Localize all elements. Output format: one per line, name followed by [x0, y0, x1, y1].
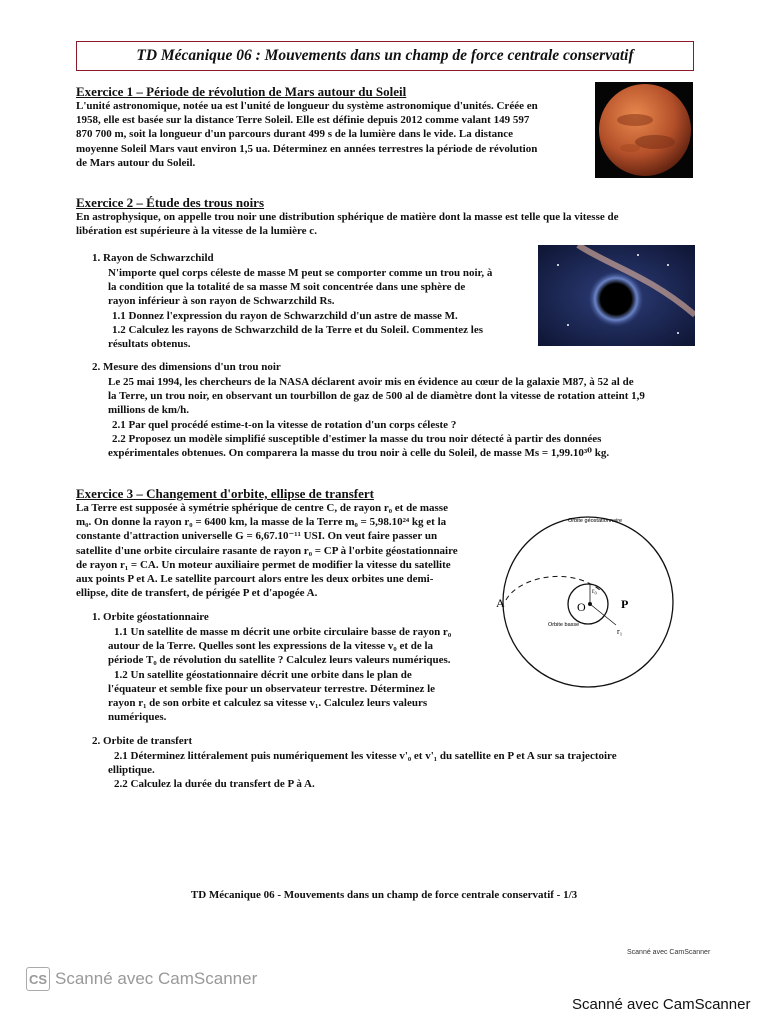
ex3-intro-line: de rayon r₁ = CA. Un moteur auxiliaire permet de modifier la vitesse du satellite [76, 558, 451, 571]
ex3-s2-line: 2.1 Déterminez littéralement puis numériquement les vitesse v'₀ et v'₁ du satellite en P et A sur sa trajectoire [114, 750, 617, 762]
orbit-diagram [488, 510, 698, 690]
ex3-intro-line: m₀. On donne la rayon r₀ = 6400 km, la masse de la Terre m₀ = 5,98.10²⁴ kg et la [76, 516, 447, 529]
ex1-line: 870 700 m, soit la longueur d'un parcours durant 499 s de la lumière dans le vide. La distance [76, 128, 513, 141]
mars-image [595, 82, 693, 178]
ex3-intro [76, 501, 486, 600]
ex2-s1-line: rayon inférieur à son rayon de Schwarzchild Rs. [108, 295, 335, 308]
label-O: O [577, 600, 586, 614]
transfer-ellipse [506, 576, 600, 600]
label-geo-orbit: Orbite géostationnaire [568, 518, 623, 524]
ex3-title: Exercice 3 – Changement d'orbite, ellipse de transfert [76, 486, 374, 501]
ex3-s1-line: rayon r₁ de son orbite et calculez sa vitesse v₁. Calculez leurs valeurs [108, 697, 428, 710]
ex3-s2-line: 2.2 Calculez la durée du transfert de P à A. [114, 778, 315, 791]
title-box [76, 41, 694, 71]
scanner-bottom-text: Scanné avec CamScanner [572, 996, 751, 1013]
ex3-s1-line: autour de la Terre. Quelles sont les expressions de la vitesse v₀ et de la [108, 640, 434, 653]
label-A: A [496, 596, 505, 610]
label-low-orbit: Orbite basse [548, 622, 580, 628]
ex3-s2-text [108, 749, 692, 792]
ex3-intro-line: constante d'attraction universelle G = 6,67.10⁻¹¹ USI. On veut faire passer un [76, 530, 438, 543]
ex1-line: de Mars autour du Soleil. [76, 156, 196, 169]
ex2-s1-line: 1.2 Calculez les rayons de Schwarzchild de la Terre et du Soleil. Commentez les [112, 323, 484, 336]
scanner-watermark-small: Scanné avec CamScanner [627, 949, 711, 956]
ex3-intro-line: ellipse, dite de transfert, de périgée P et d'apogée A. [76, 587, 318, 600]
ex2-intro [76, 210, 692, 238]
scanner-logo-text: Scanné avec CamScanner [55, 969, 258, 988]
ex1-line: L'unité astronomique, notée ua est l'unité de longueur du système astronomique d'unités. Créée en [76, 100, 538, 112]
ex1-line: moyenne Soleil Mars vaut environ 1,5 ua. Déterminez en années terrestres la période de révolution [76, 142, 538, 155]
camscanner-icon: CS [26, 967, 50, 991]
ex2-s2-text [108, 375, 692, 460]
ex3-s1-line: 1.2 Un satellite géostationnaire décrit une orbite dans le plan de [114, 668, 412, 681]
page-footer: TD Mécanique 06 - Mouvements dans un champ de force centrale conservatif - 1/3 [190, 889, 578, 901]
black-hole-image [538, 245, 695, 346]
page-title: TD Mécanique 06 : Mouvements dans un champ de force centrale conservatif [136, 47, 634, 64]
ex3-intro-line: satellite d'une orbite circulaire rasante de rayon r₀ = CP à l'orbite géostationnaire [76, 544, 458, 557]
ex3-s1-line: numériques. [108, 711, 167, 724]
ex2-s1-line: la condition que la totalité de sa masse M soit concentrée dans une sphère de [108, 281, 466, 294]
ex2-s1-text [108, 266, 531, 351]
ex3-s1-line: période T₀ de révolution du satellite ? Calculez leurs valeurs numériques. [108, 654, 451, 667]
label-P: P [621, 597, 629, 611]
ex2-s1-title: 1. Rayon de Schwarzchild [92, 252, 214, 264]
label-r1: r₁ [617, 627, 623, 636]
ex3-s2-line: elliptique. [108, 764, 155, 777]
ex1-title: Exercice 1 – Période de révolution de Mars autour du Soleil [76, 84, 407, 99]
ex3-s1-title: 1. Orbite géostationnaire [92, 611, 209, 623]
ex2-s2-line: 2.1 Par quel procédé estime-t-on la vitesse de rotation d'un corps céleste ? [112, 418, 457, 431]
ex3-intro-line: La Terre est supposée à symétrie sphérique de centre C, de rayon r₀ et de masse [76, 502, 448, 514]
ex2-s2-title: 2. Mesure des dimensions d'un trou noir [92, 361, 281, 373]
label-r0: r₀ [592, 587, 597, 595]
ex2-s2-line: la Terre, un trou noir, en observant un tourbillon de gaz de 500 al de diamètre dont la vitesse de rotation atteint 1,9 [108, 390, 645, 403]
ex2-s1-line: résultats obtenus. [108, 338, 191, 351]
ex3-s1-text [108, 625, 485, 724]
scanner-watermark-logo [26, 967, 257, 991]
ex2-intro-line: libération est supérieure à la vitesse de la lumière c. [76, 225, 317, 238]
ex2-s1-line: N'importe quel corps céleste de masse M peut se comporter comme un trou noir, à [108, 267, 493, 279]
ex2-s2-line: Le 25 mai 1994, les chercheurs de la NASA déclarent avoir mis en évidence au cœur de la galaxie M87, à 52 al de [108, 376, 634, 388]
ex2-s2-line: 2.2 Proposez un modèle simplifié susceptible d'estimer la masse du trou noir détecté à partir des données [112, 432, 602, 445]
geostationary-orbit [503, 517, 673, 687]
ex2-intro-line: En astrophysique, on appelle trou noir une distribution sphérique de matière dont la masse est telle que la vitesse de [76, 211, 619, 223]
ex2-s2-line: expérimentales obtenues. On comparera la masse du trou noir à celle du Soleil, de masse Ms = 1,99.10³⁰ kg. [108, 447, 610, 460]
ex2-s1-line: 1.1 Donnez l'expression du rayon de Schwarzchild d'un astre de masse M. [112, 309, 458, 322]
ex1-line: 1958, elle est basée sur la distance Terre Soleil. Elle est définie depuis 2012 comme valant 149 597 [76, 114, 530, 127]
ex1-text [76, 99, 591, 170]
ex3-s2-title: 2. Orbite de transfert [92, 735, 193, 747]
ex2-title: Exercice 2 – Étude des trous noirs [76, 195, 265, 210]
ex3-s1-line: l'équateur et semble fixe pour un observateur terrestre. Déterminez le [108, 682, 436, 695]
ex3-s1-line: 1.1 Un satellite de masse m décrit une orbite circulaire basse de rayon r₀ [114, 626, 452, 638]
ex2-s2-line: millions de km/h. [108, 404, 189, 417]
ex3-intro-line: aux points P et A. Le satellite parcourt alors entre les deux orbites une demi- [76, 573, 434, 586]
